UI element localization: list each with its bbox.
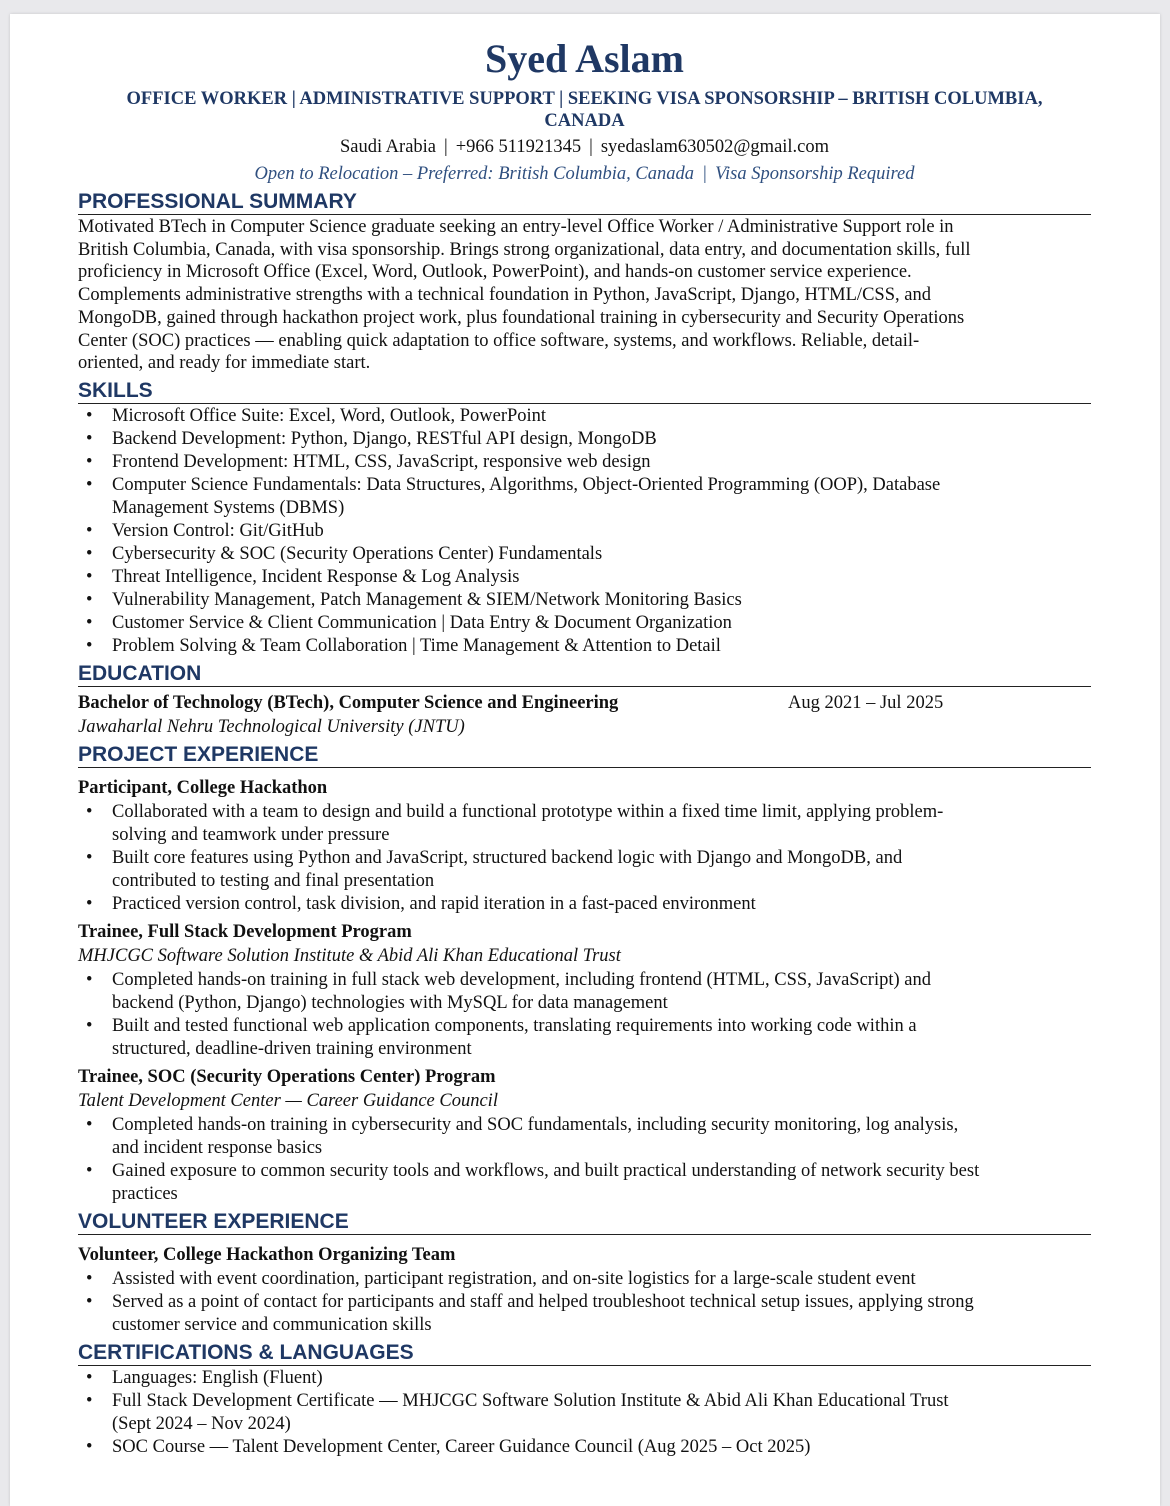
- list-item-line: • Built core features using Python and JavaScript, structured backend logic with Django and MongoDB, and: [112, 847, 903, 868]
- separator: |: [444, 137, 448, 157]
- list-item: [78, 801, 1091, 847]
- list-item-line: • Backend Development: Python, Django, RESTful API design, MongoDB: [112, 428, 657, 449]
- section-volunteer: [78, 1209, 1091, 1337]
- list-item-line: backend (Python, Django) technologies with MySQL for data management: [112, 992, 668, 1013]
- list-item-line: • Threat Intelligence, Incident Response & Log Analysis: [112, 566, 520, 587]
- resume-content: [78, 36, 1091, 1459]
- list-item: [78, 612, 1091, 635]
- certifications-list: [78, 1367, 1091, 1459]
- list-item: [78, 635, 1091, 658]
- list-item-line: solving and teamwork under pressure: [112, 824, 390, 845]
- separator: |: [589, 137, 593, 157]
- section-title: VOLUNTEER EXPERIENCE: [78, 1209, 1091, 1235]
- list-item-line: • Cybersecurity & SOC (Security Operations Center) Fundamentals: [112, 543, 603, 564]
- summary-line: MongoDB, gained through hackathon project work, plus foundational training in cybersecurity and Security Operations: [78, 307, 965, 328]
- contact-line: [78, 135, 1091, 159]
- list-item: [78, 847, 1091, 893]
- list-item: [78, 1291, 1091, 1337]
- separator: |: [702, 164, 708, 184]
- education-entry: [78, 691, 1091, 739]
- list-item: [78, 566, 1091, 589]
- list-item-line: customer service and communication skills: [112, 1314, 432, 1335]
- location: Saudi Arabia: [339, 137, 437, 157]
- list-item-line: contributed to testing and final presentation: [112, 870, 435, 891]
- section-projects: [78, 742, 1091, 1206]
- list-item: [78, 969, 1091, 1015]
- school: Jawaharlal Nehru Technological University (JNTU): [78, 716, 465, 737]
- volunteer-role: Volunteer, College Hackathon Organizing Team: [78, 1244, 456, 1265]
- list-item: [78, 1390, 1091, 1436]
- education-dates: Aug 2021 – Jul 2025: [788, 692, 944, 713]
- project-org: Talent Development Center — Career Guidance Council: [78, 1090, 498, 1111]
- project-entry: [78, 920, 1091, 1061]
- phone: +966 511921345: [455, 137, 582, 157]
- list-item: [78, 1015, 1091, 1061]
- list-item-line: • Served as a point of contact for participants and staff and helped troubleshoot technical setup issues, applying strong: [112, 1291, 974, 1312]
- list-item-line: • Collaborated with a team to design and build a functional prototype within a fixed time limit, applying problem-: [112, 801, 944, 822]
- list-item-line: (Sept 2024 – Nov 2024): [112, 1413, 291, 1434]
- section-title: CERTIFICATIONS & LANGUAGES: [78, 1340, 1091, 1366]
- list-item: [78, 1367, 1091, 1390]
- list-item-line: • SOC Course — Talent Development Center, Career Guidance Council (Aug 2025 – Oct 2025): [112, 1436, 811, 1457]
- headline: [78, 88, 1091, 132]
- summary-line: Motivated BTech in Computer Science graduate seeking an entry-level Office Worker / Administrative Support role in: [78, 217, 954, 237]
- list-item-line: • Full Stack Development Certificate — MHJCGC Software Solution Institute & Abid Ali Khan Educational Trust: [112, 1390, 949, 1411]
- list-item: [78, 520, 1091, 543]
- list-item-line: • Version Control: Git/GitHub: [112, 520, 324, 541]
- summary-line: Complements administrative strengths with a technical foundation in Python, JavaScript, Django, HTML/CSS, and: [78, 285, 931, 306]
- list-item: [78, 1268, 1091, 1291]
- list-item-line: • Assisted with event coordination, participant registration, and on-site logistics for a large-scale student event: [112, 1268, 916, 1289]
- list-item-line: practices: [112, 1183, 178, 1204]
- project-bullets: [78, 1114, 1091, 1206]
- section-summary: [78, 189, 1091, 375]
- list-item-line: • Customer Service & Client Communication | Data Entry & Document Organization: [112, 612, 732, 633]
- section-title: PROFESSIONAL SUMMARY: [78, 189, 1091, 215]
- volunteer-entry: [78, 1243, 1091, 1337]
- section-title: EDUCATION: [78, 661, 1091, 687]
- project-entry: [78, 776, 1091, 916]
- list-item-line: • Vulnerability Management, Patch Management & SIEM/Network Monitoring Basics: [112, 589, 742, 610]
- volunteer-bullets: [78, 1268, 1091, 1337]
- list-item-line: • Computer Science Fundamentals: Data Structures, Algorithms, Object-Oriented Programming (OOP), Database: [112, 474, 941, 495]
- project-org: MHJCGC Software Solution Institute & Abid Ali Khan Educational Trust: [78, 945, 621, 966]
- summary-line: British Columbia, Canada, with visa sponsorship. Brings strong organizational, data entry, and documentation skills, full: [78, 239, 971, 260]
- list-item-line: Management Systems (DBMS): [112, 497, 345, 518]
- list-item: [78, 589, 1091, 612]
- list-item: [78, 451, 1091, 474]
- project-entry: [78, 1065, 1091, 1206]
- section-certifications: [78, 1340, 1091, 1459]
- list-item: [78, 428, 1091, 451]
- relocation-line: [78, 162, 1091, 186]
- section-skills: [78, 378, 1091, 658]
- list-item-line: • Problem Solving & Team Collaboration | Time Management & Attention to Detail: [112, 635, 721, 656]
- section-education: [78, 661, 1091, 739]
- summary-line: oriented, and ready for immediate start.: [78, 353, 371, 374]
- list-item: [78, 543, 1091, 566]
- list-item: [78, 474, 1091, 520]
- project-role: Trainee, SOC (Security Operations Center) Program: [78, 1066, 496, 1087]
- headline-line: OFFICE WORKER | ADMINISTRATIVE SUPPORT | SEEKING VISA SPONSORSHIP – BRITISH COLUMBIA,: [126, 89, 1043, 109]
- list-item: [78, 1436, 1091, 1459]
- list-item-line: • Frontend Development: HTML, CSS, JavaScript, responsive web design: [112, 451, 651, 472]
- list-item-line: and incident response basics: [112, 1137, 323, 1158]
- list-item: [78, 1114, 1091, 1160]
- list-item-line: • Completed hands-on training in full stack web development, including frontend (HTML, CSS, JavaScript) and: [112, 969, 931, 990]
- list-item-line: • Microsoft Office Suite: Excel, Word, Outlook, PowerPoint: [112, 405, 547, 426]
- project-bullets: [78, 801, 1091, 916]
- list-item-line: • Built and tested functional web application components, translating requirements into working code within a: [112, 1015, 917, 1036]
- resume-page: [10, 14, 1160, 1506]
- skills-list: [78, 405, 1091, 658]
- relocation-preference: Open to Relocation – Preferred: British Columbia, Canada: [254, 164, 695, 184]
- project-role: Participant, College Hackathon: [78, 777, 328, 798]
- list-item-line: • Completed hands-on training in cybersecurity and SOC fundamentals, including security monitoring, log analysis,: [112, 1114, 959, 1135]
- section-title: SKILLS: [78, 378, 1091, 404]
- email: syedaslam630502@gmail.com: [600, 137, 830, 157]
- list-item-line: • Gained exposure to common security tools and workflows, and built practical understanding of network security best: [112, 1160, 980, 1181]
- summary-line: Center (SOC) practices — enabling quick adaptation to office software, systems, and workflows. Reliable, detail-: [78, 330, 920, 351]
- visa-requirement: Visa Sponsorship Required: [715, 164, 915, 184]
- list-item-line: • Practiced version control, task division, and rapid iteration in a fast-paced environment: [112, 893, 756, 914]
- summary-line: proficiency in Microsoft Office (Excel, Word, Outlook, PowerPoint), and hands-on customer service experience.: [78, 262, 912, 283]
- list-item-line: • Languages: English (Fluent): [112, 1367, 323, 1388]
- candidate-name: Syed Aslam: [485, 36, 684, 81]
- project-role: Trainee, Full Stack Development Program: [78, 921, 412, 942]
- project-bullets: [78, 969, 1091, 1061]
- list-item: [78, 893, 1091, 916]
- degree: Bachelor of Technology (BTech), Computer Science and Engineering: [78, 692, 619, 713]
- summary-text: [78, 216, 1091, 375]
- section-title: PROJECT EXPERIENCE: [78, 742, 1091, 768]
- list-item-line: structured, deadline-driven training environment: [112, 1038, 472, 1059]
- list-item: [78, 1160, 1091, 1206]
- headline-line: CANADA: [544, 111, 625, 131]
- list-item: [78, 405, 1091, 428]
